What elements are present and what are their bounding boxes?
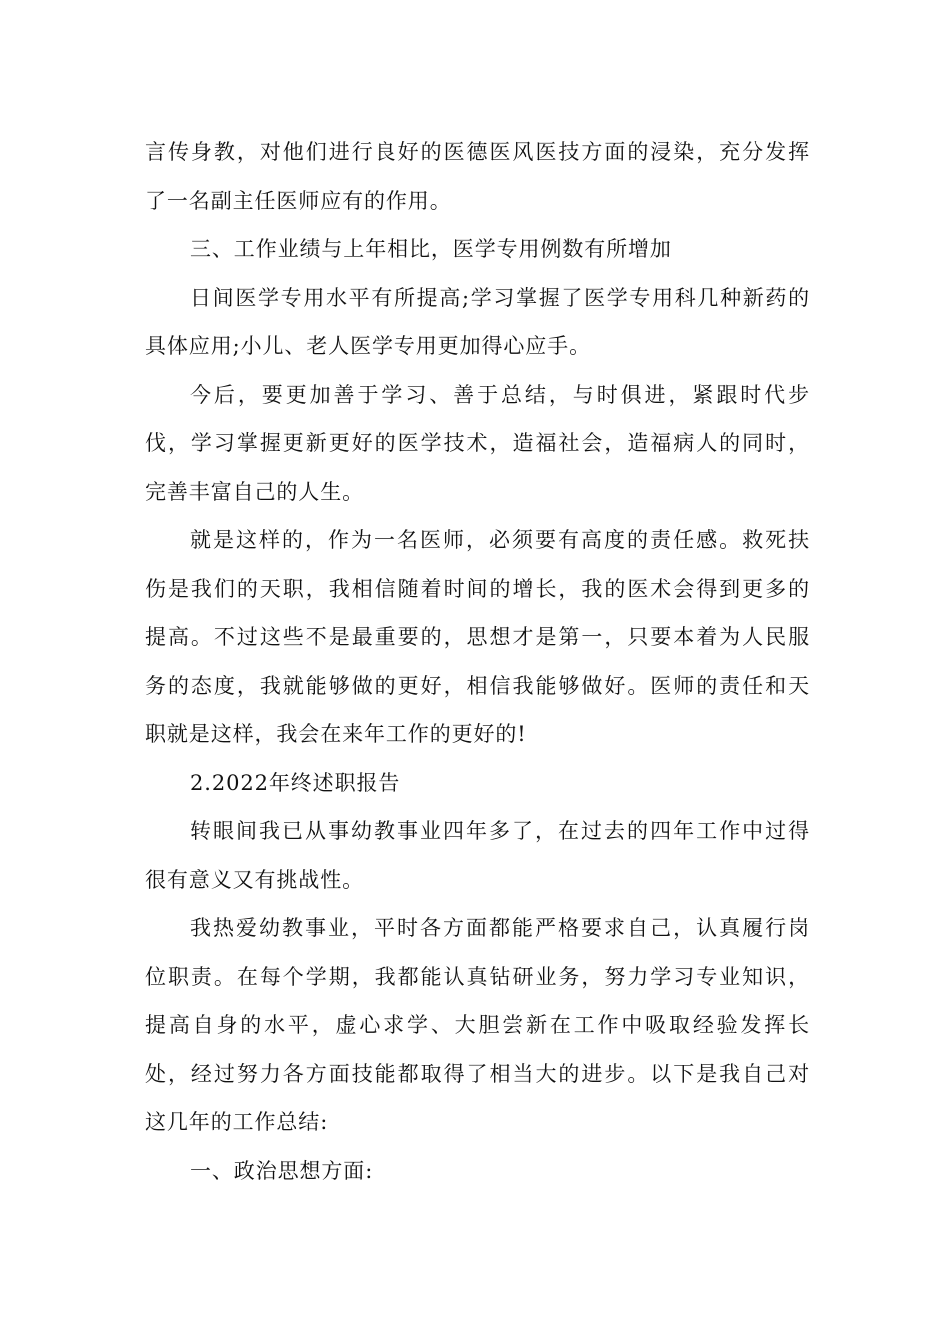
text-line: 就是这样的，作为一名医师，必须要有高度的责任感。救死扶 — [190, 528, 810, 552]
text-line: 转眼间我已从事幼教事业四年多了，在过去的四年工作中过得 — [190, 819, 810, 843]
text-line: 完善丰富自己的人生。 — [145, 479, 364, 504]
text-line: 今后，要更加善于学习、善于总结，与时俱进，紧跟时代步 — [190, 382, 810, 407]
text-line: 了一名副主任医师应有的作用。 — [145, 188, 452, 213]
text-line: 伐，学习掌握更新更好的医学技术，造福社会，造福病人的同时， — [145, 431, 810, 455]
text-line: 处，经过努力各方面技能都取得了相当大的进步。以下是我自己对 — [145, 1061, 810, 1086]
document-body — [145, 128, 810, 1195]
section-heading: 2.2022年终述职报告 — [190, 770, 401, 795]
text-line: 具体应用;小儿、老人医学专用更加得心应手。 — [145, 334, 591, 358]
text-line: 提高。不过这些不是最重要的，思想才是第一，只要本着为人民服 — [145, 625, 810, 649]
section-heading: 三、工作业绩与上年相比，医学专用例数有所增加 — [190, 237, 672, 261]
text-line: 职就是这样，我会在来年工作的更好的! — [145, 722, 527, 746]
text-line: 言传身教，对他们进行良好的医德医风医技方面的浸染，充分发挥 — [145, 140, 810, 164]
text-line: 位职责。在每个学期，我都能认真钻研业务，努力学习专业知识， — [145, 964, 810, 989]
section-heading: 一、政治思想方面: — [190, 1158, 374, 1183]
text-line: 务的态度，我就能够做的更好，相信我能够做好。医师的责任和天 — [145, 673, 810, 698]
text-line: 提高自身的水平，虚心求学、大胆尝新在工作中吸取经验发挥长 — [145, 1013, 810, 1037]
text-line: 日间医学专用水平有所提高;学习掌握了医学专用科几种新药的 — [190, 285, 810, 310]
text-line: 这几年的工作总结: — [145, 1110, 329, 1134]
text-line: 很有意义又有挑战性。 — [145, 867, 364, 892]
text-line: 伤是我们的天职，我相信随着时间的增长，我的医术会得到更多的 — [145, 576, 810, 601]
text-line: 我热爱幼教事业，平时各方面都能严格要求自己，认真履行岗 — [190, 916, 810, 940]
